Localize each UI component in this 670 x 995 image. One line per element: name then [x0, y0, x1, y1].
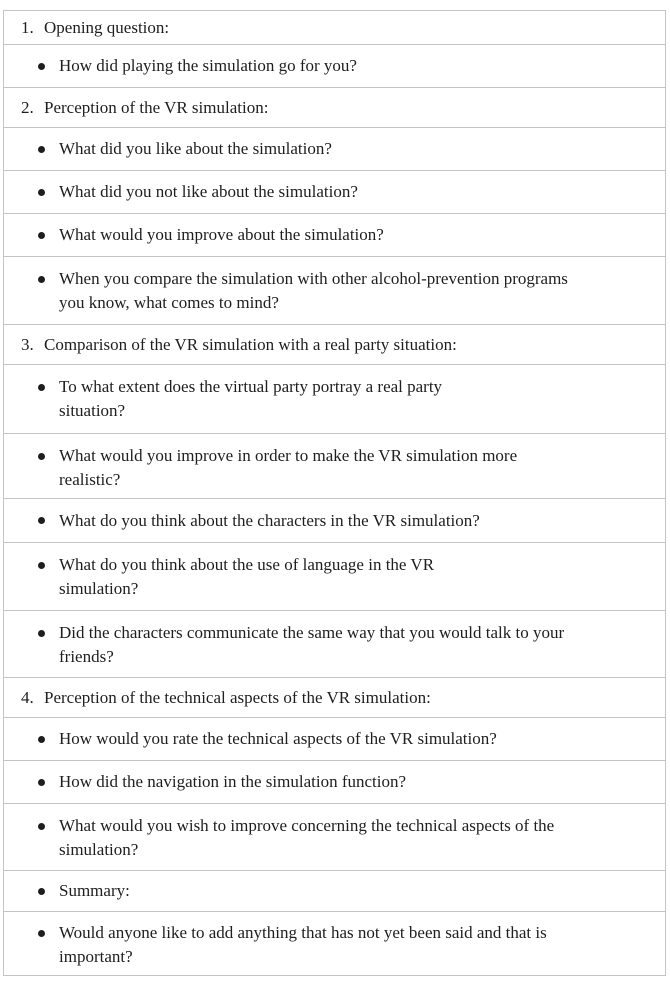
question-text: How did playing the simulation go for you?	[59, 56, 357, 75]
section-title: Perception of the technical aspects of the VR simulation:	[44, 687, 431, 707]
bullet-icon	[38, 779, 45, 786]
section-header-perception	[3, 88, 666, 128]
question-row	[3, 543, 666, 611]
interview-guide-table	[3, 10, 666, 976]
section-title: Opening question:	[44, 17, 170, 37]
bullet-icon	[38, 232, 45, 239]
question-row-summary	[3, 871, 666, 912]
section-number: 3.	[21, 334, 34, 354]
section-title: Comparison of the VR simulation with a real party situation:	[44, 334, 457, 354]
question-text: What do you think about the characters in the VR simulation?	[59, 510, 480, 530]
question-text: Would anyone like to add anything that has not yet been said and that is important?	[59, 923, 547, 966]
question-row	[3, 214, 666, 257]
bullet-icon	[38, 562, 45, 569]
question-text: Did the characters communicate the same way that you would talk to your friends?	[59, 623, 565, 666]
bullet-icon	[38, 930, 45, 937]
bullet-icon	[38, 888, 45, 895]
question-row	[3, 434, 666, 499]
question-text: When you compare the simulation with other alcohol-prevention programs you know, what comes to mind?	[59, 269, 568, 312]
question-text: How did the navigation in the simulation function?	[59, 772, 407, 791]
question-row	[3, 761, 666, 804]
bullet-icon	[38, 736, 45, 743]
section-number: 1.	[21, 17, 34, 37]
question-row	[3, 804, 666, 871]
question-text: What would you improve in order to make the VR simulation more realistic?	[59, 446, 518, 489]
section-header-technical	[3, 678, 666, 718]
question-row	[3, 171, 666, 214]
question-text: How would you rate the technical aspects of the VR simulation?	[59, 729, 497, 748]
question-text: What would you improve about the simulation?	[59, 225, 384, 244]
question-row	[3, 912, 666, 976]
question-row	[3, 718, 666, 761]
bullet-icon	[38, 63, 45, 70]
question-row	[3, 45, 666, 88]
section-header-comparison	[3, 325, 666, 365]
bullet-icon	[38, 189, 45, 196]
bullet-icon	[38, 146, 45, 153]
question-text: What did you like about the simulation?	[59, 139, 332, 158]
bullet-icon	[38, 630, 45, 637]
section-number: 2.	[21, 97, 34, 117]
bullet-icon	[38, 453, 45, 460]
bullet-icon	[38, 517, 45, 524]
question-row	[3, 611, 666, 678]
question-row	[3, 257, 666, 325]
bullet-icon	[38, 276, 45, 283]
question-row	[3, 365, 666, 434]
question-row	[3, 499, 666, 543]
question-row	[3, 128, 666, 171]
section-header-opening-question	[3, 11, 666, 45]
question-text: Summary:	[59, 881, 130, 900]
question-text: What did you not like about the simulation?	[59, 182, 358, 201]
question-text: What do you think about the use of language in the VR simulation?	[59, 555, 435, 598]
bullet-icon	[38, 384, 45, 391]
section-title: Perception of the VR simulation:	[44, 97, 269, 117]
section-number: 4.	[21, 687, 34, 707]
question-text: To what extent does the virtual party portray a real party situation?	[59, 377, 443, 420]
question-text: What would you wish to improve concerning the technical aspects of the simulation?	[59, 816, 555, 859]
bullet-icon	[38, 823, 45, 830]
